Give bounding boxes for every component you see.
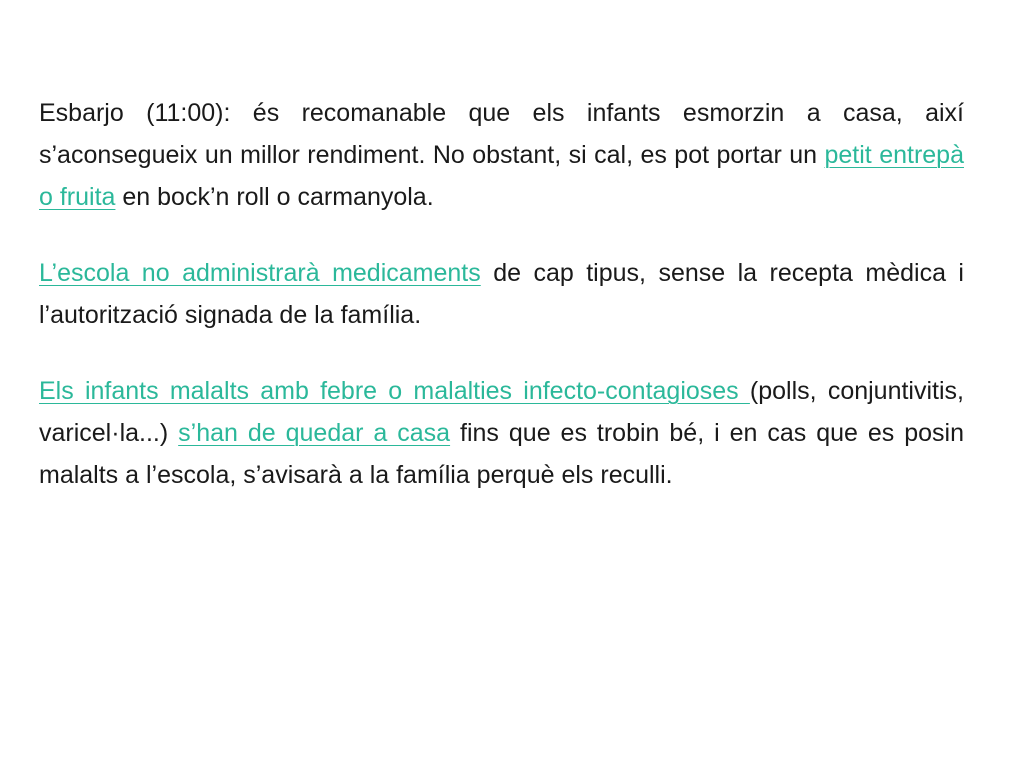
paragraph-illness-text-middle: (polls, conjuntivitis, varicel·la...) xyxy=(39,377,964,447)
text-body xyxy=(39,92,964,530)
paragraph-breakfast-text-start: Esbarjo (11:00): és recomanable que els infants esmorzin a casa, així s’aconsegueix un millor rendiment. No obstant, si cal, es pot portar un xyxy=(39,99,964,169)
link-small-sandwich-or-fruit[interactable]: petit entrepà o fruita xyxy=(39,141,964,211)
paragraph-illness xyxy=(39,370,964,496)
paragraph-medication-text: de cap tipus, sense la recepta mèdica i l’autorització signada de la família. xyxy=(39,259,964,329)
link-sick-children[interactable]: Els infants malalts amb febre o malalties infecto-contagioses xyxy=(39,377,750,405)
link-stay-home[interactable]: s’han de quedar a casa xyxy=(178,419,451,447)
paragraph-illness-text-end: fins que es trobin bé, i en cas que es posin malalts a l’escola, s’avisarà a la família perquè els reculli. xyxy=(39,419,964,489)
paragraph-breakfast-text-end: en bock’n roll o carmanyola. xyxy=(115,183,434,211)
paragraph-breakfast xyxy=(39,92,964,218)
link-no-medication[interactable]: L’escola no administrarà medicaments xyxy=(39,259,481,287)
paragraph-medication xyxy=(39,252,964,336)
